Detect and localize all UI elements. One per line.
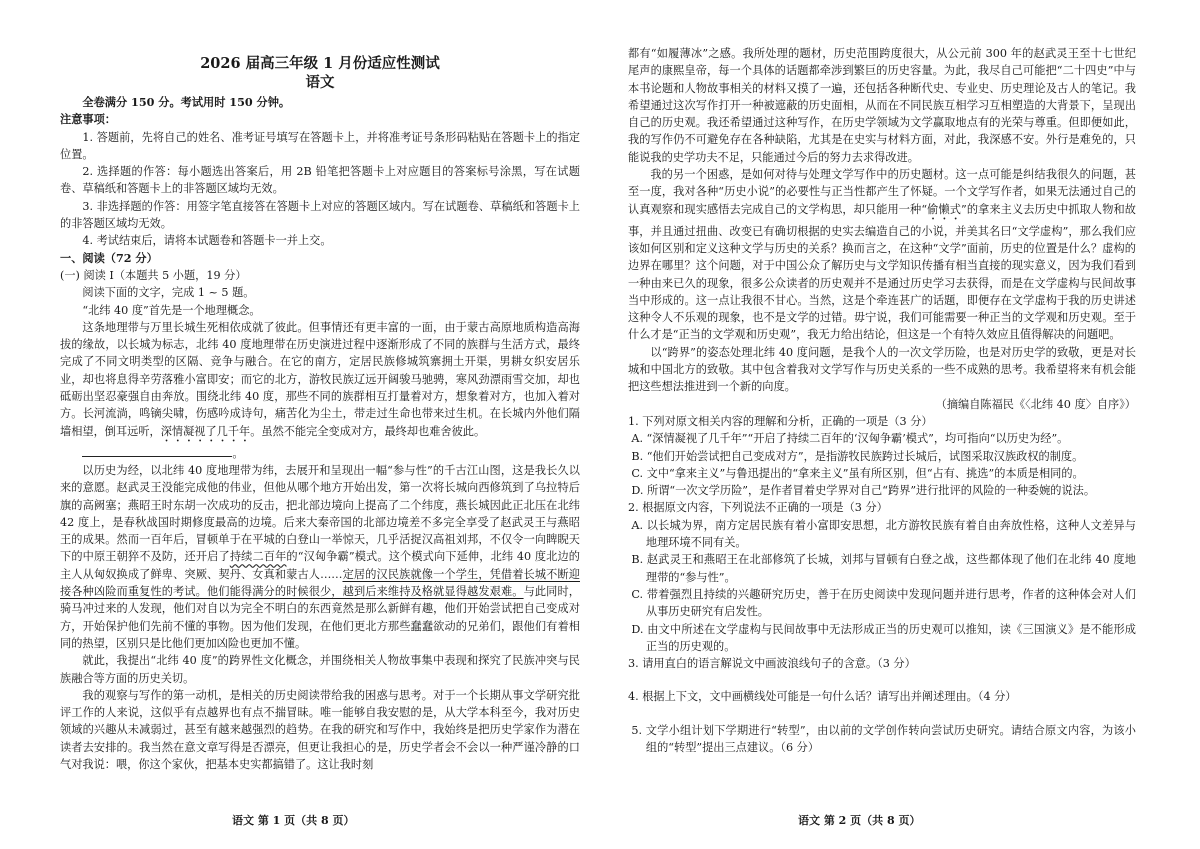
question-1-option-a: A. “深情凝视了几千年”“开启了持续二百年的‘汉匈争霸’模式”，均可指向“以历史为经”。: [631, 432, 1069, 446]
right-page: [628, 45, 1136, 756]
question-2-stem: 2. 根据原文内容，下列说法不正确的一项是（3 分）: [628, 501, 888, 515]
notice-1: 1. 答题前，先将自己的姓名、准考证号填写在答题卡上，并将准考证号条形码粘贴在答题卡上的指定位置。: [60, 130, 580, 161]
question-1-stem: 1. 下列对原文相关内容的理解和分析，正确的一项是（3 分）: [628, 414, 933, 428]
paragraph-2: 以历史为经，以北纬 40 度地理带为纬，去展开和呈现出一幅“参与性”的千古江山图，这是我长久以来的意愿。赵武灵王没能完成他的伟业，但他从哪个地方开始出发，第一次将长城向西修筑到了乌拉特后旗的高阙塞；燕昭王时东胡一次成功的反击，把北部边境向上提高了二个纬度，燕长城因此正北压在北纬 42 度上，是春秋战国时期修度最高的边境。后来大秦帝国的北部边境差不多完全享受了赵武灵王与燕昭王的成果。然而一百年后，冒顿单于在平城的白登山一举惊天，几乎活捉汉高祖刘邦，不仅令一向睥睨天下的中原王朝猝不及防，还开启了持续二百年的“汉匈争霸”模式。这个模式向下延伸，北纬 40 度北边的主人从匈奴换成了鲜卑、突厥、契丹、女真和蒙古人……定居的汉民族就像一个学生，凭借着长城不断迎接各种凶险而重复性的考试。他们能得满分的时候很少，越到后来维持及格就显得越发艰难。与此同时，骑马冲过来的人发现，他们对自以为完全不明白的东西竟然是那么新鲜有趣，他们开始尝试把自己变成对方，开始保护他们先前不懂的事物。因为他们发现，在他们更北方那些蠢蠢欲动的兄弟们，跟他们有着相同的热望，区别只是比他们更加凶险也更加不懂。: [60, 463, 580, 650]
exam-subject: 语文: [305, 74, 335, 91]
question-1-option-d: D. 所谓“一次文学历险”，是作者冒着史学界对自己“跨界”进行批评的风险的一种委婉的说法。: [631, 484, 1096, 498]
paragraph-1: 这条地理带与万里长城生死相依成就了彼此。但事情还有更丰富的一面，由于蒙古高原地质构造高海拔的缘故，以长城为标志，北纬 40 度地理带在历史演进过程中逐渐形成了不同的族群与生活方式，最终完成了不同文明类型的区隔、竞争与融合。在它的南方，定居民族修城筑寨拥土开渠，男耕女织安居乐业，却也将息得辛劳落雅小富即安；而它的北方，游牧民族辽远开阔骏马驰骋，寒风劲漂雨雪交加，却也砥砺出坚忍豪强自由奔放。围绕北纬 40 度，那些不同的族群相互打量着对方，想象着对方，也加入着对方。长河流淌，鸣镝尖啸，伤感吟成诗句，痛苦化为尘土，带走过生命也带来过生机。在长城内外他们隔墙相望，倒耳远听，深情凝视了几千年。虽然不能完全变成对方，最终却也难舍彼此。: [60, 320, 580, 438]
source-citation: （摘编自陈福民《〈北纬 40 度〉自序》）: [935, 397, 1136, 411]
quote-title: “北纬 40 度”首先是一个地理概念。: [82, 303, 261, 317]
sub-heading: (一) 阅读 Ⅰ（本题共 5 小题，19 分）: [60, 268, 247, 282]
question-3: 3. 请用直白的语言解说文中画波浪线句子的含意。（3 分）: [628, 657, 916, 671]
question-2-option-d: D. 由文中所述在文学虚构与民间故事中无法形成正当的历史观可以推知，读《三国演义》是不能形成正当的历史观的。: [631, 622, 1136, 653]
notice-heading: 注意事项：: [60, 112, 116, 127]
fill-blank-line: 。: [60, 445, 580, 462]
dotted-phrase-2: “偷懒式”: [921, 202, 967, 216]
wavy-underlined-phrase: 持续二百年: [229, 550, 287, 564]
left-page: [60, 50, 580, 773]
notice-3: 3. 非选择题的作答：用签字笔直接答在答题卡上对应的答题区域内。写在试题卷、草稿纸和答题卡上的非答题区域均无效。: [60, 199, 580, 231]
question-2-option-b: B. 赵武灵王和燕昭王在北部修筑了长城，刘邦与冒顿有白登之战，这些都体现了他们在北纬 40 度地理带的“参与性”。: [631, 553, 1136, 584]
exam-title: 2026 届高三年级 1 月份适应性测试: [200, 55, 440, 72]
notice-4: 4. 考试结束后，请将本试题卷和答题卡一并上交。: [82, 234, 332, 248]
question-2-option-a: A. 以长城为界，南方定居民族有着小富即安思想，北方游牧民族有着自由奔放性格，这种人文差异与地理环境不同有关。: [631, 518, 1136, 550]
question-1-option-b: B. “他们开始尝试把自己变成对方”，是指游牧民族跨过长城后，试图采取汉族政权的制度。: [631, 449, 1084, 463]
paragraph-6: 我的另一个困惑，是如何对待与处理文学写作中的历史题材。这一点可能是纠结我很久的问题，甚至一度，我对各种“历史小说”的必要性与正当性都产生了怀疑。一个文学写作者，如果无法通过自己的认真观察和现实感悟去完成自己的文学构思，却只能用一种“偷懒式”的拿来主义去历史中抓取人物和故事，并且通过扭曲、改变已有确切根据的史实去编造自己的小说，并美其名曰“文学虚构”，那么我们应该如何区别和定义这种文学与历史的关系？换而言之，在这种“文学”面前，历史的位置是什么？虚构的边界在哪里？这个问题，对于中国公众了解历史与文学知识传播有相当直接的现实意义，因为我们看到一种由来已久的现象，很多公众读者的历史观并不是通过历史学习去获得，而是在文学虚构与民间故事当中形成的。这一点让我很不甘心。当然，这是个牵连甚广的话题，即便存在文学虚构于我的历史讲述这种令人不乐观的现象，也不是文学的过错。毋宁说，我们可能需要一种正当的文学观和历史观。至于什么才是“正当的文学观和历史观”，我无力给出结论，但这是一个有特久效应且值得解决的问题吧。: [628, 168, 1136, 342]
paragraph-5: 都有“如履薄冰”之感。我所处理的题材，历史范围跨度很大，从公元前 300 年的赵武灵王至十七世纪尾声的康熙皇帝，每一个具体的话题都牵涉到繁巨的历史容量。为此，我尽自己可能把“二十四史”中与本书论题和人物故事相关的材料又摸了一遍，还包括各种断代史、专业史、历史理论及古人的笔记。我希望通过这次写作打开一种被遮蔽的历史面相，从而在不同民族互相学习互相塑造的大背景下，呈现出自己的历史观。我还希望通过这种写作，在历史学领域为文学赢取地点有的光荣与尊重。但即便如此，我的写作仍不可避免存在各种缺陷，尤其是在史实与材料方面，对此，我深感不安。外行是难免的，只能说我的史学功夫不足，只能通过今后的努力去求得改进。: [628, 47, 1136, 164]
paragraph-7: 以“跨界”的姿态处理北纬 40 度问题，是我个人的一次文学历险，也是对历史学的致敬，更是对长城和中国北方的致敬。其中包含着我对文学写作与历史关系的一些不成熟的思考。我希望将来有机会能把这些想法推进到一个新的向度。: [628, 345, 1136, 394]
exam-info: 全卷满分 150 分。考试用时 150 分钟。: [82, 95, 291, 109]
page-footer-2: 语文 第 2 页（共 8 页）: [798, 814, 921, 827]
question-2-option-c: C. 带着强烈且持续的兴趣研究历史，善于在历史阅读中发现问题并进行思考，作者的这种体会对人们从事历史研究有启发性。: [631, 587, 1136, 619]
question-4: 4. 根据上下文，文中画横线处可能是一句什么话？请写出并阐述理由。（4 分）: [628, 690, 1017, 704]
paragraph-4: 我的观察与写作的第一动机，是相关的历史阅读带给我的困惑与思考。对于一个长期从事文学研究批评工作的人来说，这似乎有点越界也有点不揣冒昧。唯一能够自我安慰的是，从大学本科至今，我对历史领域的兴趣从未减弱过，甚至有越来越强烈的趋势。在我的研究和写作中，我始终是把历史学家作为潜在读者去安排的。我当然在意文章写得是否漂亮，但更让我担心的是，历史学者会不会以一种严谨冷静的口气对我说：喂，你这个家伙，把基本史实都搞错了。这让我时刻: [60, 688, 580, 771]
paragraph-3: 就此，我提出“北纬 40 度”的跨界性文化概念，并围绕相关人物故事集中表现和探究了民族冲突与民族融合等方面的历史关切。: [60, 654, 580, 685]
page-footer-1: 语文 第 1 页（共 8 页）: [232, 814, 355, 827]
dotted-phrase: 深情凝视了几千年: [160, 424, 251, 438]
notice-2: 2. 选择题的作答：每小题选出答案后，用 2B 铅笔把答题卡上对应题目的答案标号涂黑，写在试题卷、草稿纸和答题卡上的非答题区域均无效。: [60, 165, 580, 196]
answer-blank: [82, 445, 232, 457]
underlined-sentence: 定居的汉民族就像一个学生，凭借着长城不断迎接各种凶险而重复性的考试。他们能得满分的时候很少，越到后来维持及格就显得越发艰难。: [60, 567, 580, 599]
question-5: 5. 文学小组计划下学期进行“转型”，由以前的文学创作转向尝试历史研究。请结合原文内容，为该小组的“转型”提出三点建议。（6 分）: [631, 723, 1136, 754]
question-1-option-c: C. 文中“拿来主义”与鲁迅提出的“拿来主义”虽有所区别，但“占有、挑选”的本质是相同的。: [631, 466, 1084, 480]
section-heading: 一、阅读（72 分）: [60, 250, 158, 265]
instruction: 阅读下面的文字，完成 1 ~ 5 题。: [82, 286, 255, 300]
